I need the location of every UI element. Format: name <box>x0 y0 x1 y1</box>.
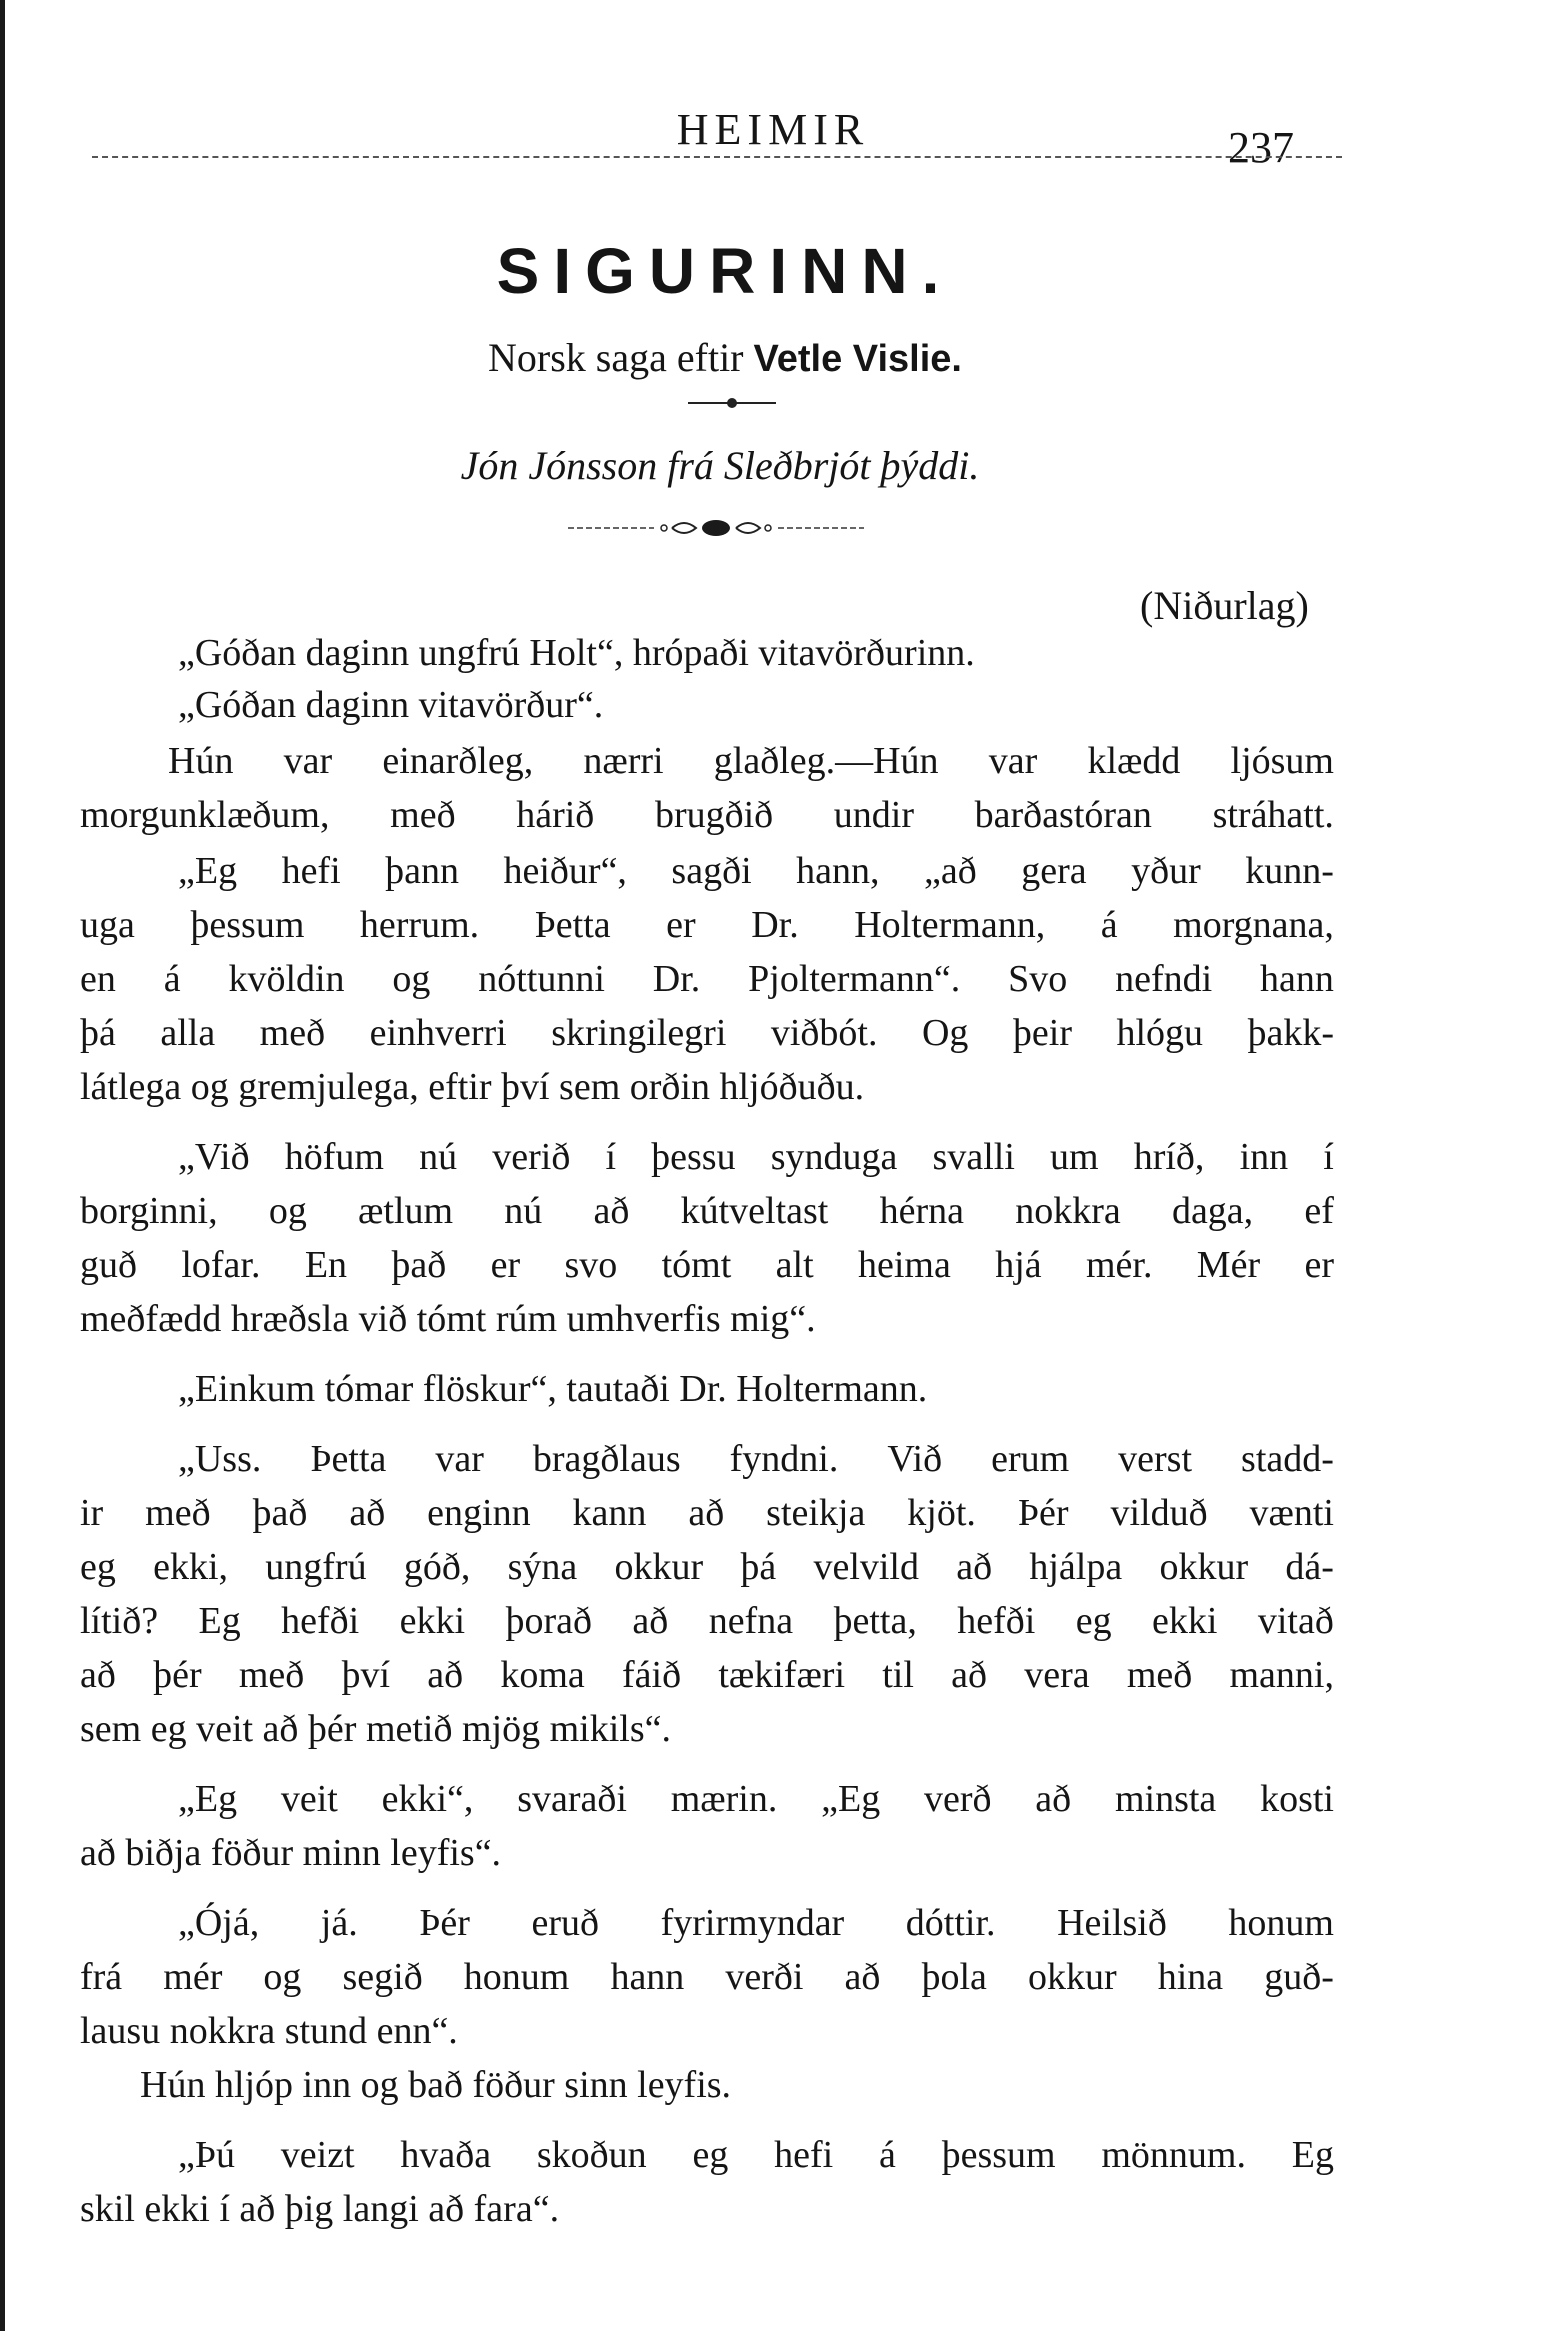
word: herrum. <box>359 904 480 946</box>
word: vitað <box>1257 1600 1334 1642</box>
word: Þér <box>1017 1492 1069 1534</box>
word: þessum <box>190 904 305 946</box>
text-line: að biðja föður minn leyfis“. <box>80 1832 502 1874</box>
word: inn <box>1239 1136 1289 1178</box>
word: Heilsið <box>1057 1902 1167 1944</box>
word: fáið <box>622 1654 682 1696</box>
text-line <box>80 960 1334 998</box>
word: nokkra <box>1015 1190 1121 1232</box>
word: á <box>1100 904 1118 946</box>
word: vilduð <box>1110 1492 1208 1534</box>
word: Dr. <box>751 904 799 946</box>
word: eg <box>692 2134 729 2176</box>
text-line <box>168 742 1334 780</box>
word: og <box>268 1190 307 1232</box>
word: „Eg <box>178 1778 238 1820</box>
word: Og <box>921 1012 969 1054</box>
word: á <box>163 958 181 1000</box>
text-line: „Góðan daginn ungfrú Holt“, hrópaði vitavörðurinn. <box>178 632 975 674</box>
word: hina <box>1157 1956 1224 1998</box>
word: að <box>956 1546 993 1588</box>
word: þá <box>740 1546 777 1588</box>
word: verði <box>725 1956 804 1998</box>
word: svaraði <box>517 1778 627 1820</box>
word: Mér <box>1196 1244 1261 1286</box>
word: steikja <box>766 1492 866 1534</box>
word: hríð, <box>1133 1136 1205 1178</box>
word: veit <box>280 1778 338 1820</box>
word: daga, <box>1171 1190 1254 1232</box>
word: Hún <box>168 740 234 782</box>
word: vænti <box>1249 1492 1334 1534</box>
word: „Eg <box>821 1778 881 1820</box>
word: stráhatt. <box>1212 794 1334 836</box>
word: að <box>844 1956 881 1998</box>
word: og <box>263 1956 302 1998</box>
word: eg <box>1075 1600 1112 1642</box>
word: ekki, <box>153 1546 229 1588</box>
word: ljósum <box>1230 740 1334 782</box>
word: Eg <box>198 1600 241 1642</box>
word: hjálpa <box>1029 1546 1123 1588</box>
word: uga <box>80 904 135 946</box>
word: að <box>688 1492 725 1534</box>
word: Eg <box>1291 2134 1334 2176</box>
word: dá- <box>1285 1546 1334 1588</box>
word: honum <box>463 1956 570 1998</box>
word: enginn <box>427 1492 531 1534</box>
word: fyrirmyndar <box>660 1902 845 1944</box>
text-line <box>178 1138 1334 1176</box>
word: Svo <box>1008 958 1068 1000</box>
word: Þetta <box>310 1438 387 1480</box>
word: ir <box>80 1492 104 1534</box>
word: guð <box>80 1244 137 1286</box>
word: nú <box>504 1190 543 1232</box>
word: með <box>238 1654 305 1696</box>
word: „Uss. <box>178 1438 262 1480</box>
text-line: sem eg veit að þér metið mjög mikils“. <box>80 1708 671 1750</box>
word: stadd- <box>1241 1438 1334 1480</box>
word: kosti <box>1260 1778 1334 1820</box>
word: hvaða <box>400 2134 492 2176</box>
word: „að <box>923 850 977 892</box>
word: frá <box>80 1956 123 1998</box>
word: með <box>145 1492 211 1534</box>
word: tækifæri <box>718 1654 846 1696</box>
word: hlógu <box>1116 1012 1203 1054</box>
word: fyndni. <box>729 1438 839 1480</box>
word: þetta, <box>833 1600 917 1642</box>
word: ef <box>1304 1190 1334 1232</box>
word: er <box>666 904 696 946</box>
word: ekki“, <box>381 1778 474 1820</box>
continuation-note: (Niðurlag) <box>1140 583 1309 628</box>
text-line <box>80 1656 1334 1694</box>
word: alla <box>160 1012 216 1054</box>
word: verð <box>923 1778 992 1820</box>
text-line: lausu nokkra stund enn“. <box>80 2010 458 2052</box>
word: til <box>882 1654 914 1696</box>
word: koma <box>500 1654 585 1696</box>
text-line <box>80 1494 1334 1532</box>
word: ekki <box>399 1600 466 1642</box>
word: en <box>80 958 116 1000</box>
word: viðbót. <box>770 1012 878 1054</box>
text-line <box>80 1192 1334 1230</box>
word: Þetta <box>534 904 611 946</box>
word: í <box>1323 1136 1334 1178</box>
word: með <box>1126 1654 1193 1696</box>
word: „Ójá, <box>178 1902 260 1944</box>
word: hann <box>1260 958 1334 1000</box>
word: nærri <box>583 740 664 782</box>
word: var <box>435 1438 484 1480</box>
word: þann <box>385 850 459 892</box>
word: hann, <box>796 850 880 892</box>
word: sýna <box>507 1546 578 1588</box>
text-line: skil ekki í að þig langi að fara“. <box>80 2188 560 2230</box>
ornament-flourish <box>566 516 866 540</box>
word: hefði <box>957 1600 1036 1642</box>
word: svalli <box>932 1136 1015 1178</box>
word: er <box>490 1244 521 1286</box>
word: „Við <box>178 1136 250 1178</box>
story-title: SIGURINN. <box>496 235 954 307</box>
word: nú <box>419 1136 458 1178</box>
subtitle-lead: Norsk saga eftir <box>488 335 744 380</box>
word: hérna <box>879 1190 964 1232</box>
word: En <box>304 1244 348 1286</box>
word: tómt <box>661 1244 732 1286</box>
word: með <box>390 794 456 836</box>
word: einhverri <box>369 1012 507 1054</box>
word: lofar. <box>181 1244 261 1286</box>
word: góð, <box>403 1546 471 1588</box>
word: gera <box>1021 850 1087 892</box>
word: var <box>283 740 333 782</box>
word: ætlum <box>358 1190 454 1232</box>
word: lítið? <box>80 1600 159 1642</box>
word: kjöt. <box>907 1492 976 1534</box>
word: segið <box>342 1956 423 1998</box>
text-line: „Góðan daginn vitavörður“. <box>178 684 604 726</box>
author-name: Vetle Vislie. <box>753 338 962 380</box>
word: hefi <box>281 850 341 892</box>
word: undir <box>833 794 915 836</box>
word: hefi <box>774 2134 834 2176</box>
word: bragðlaus <box>532 1438 681 1480</box>
text-line <box>80 1602 1334 1640</box>
word: þessum <box>941 2134 1056 2176</box>
word: þeir <box>1012 1012 1072 1054</box>
word: „Þú <box>178 2134 235 2176</box>
word: að <box>593 1190 630 1232</box>
word: synduga <box>770 1136 898 1178</box>
word: nefna <box>708 1600 794 1642</box>
word: mönnum. <box>1101 2134 1246 2176</box>
word: heiður“, <box>503 850 627 892</box>
text-line: meðfædd hræðsla við tómt rúm umhverfis mig“. <box>80 1298 816 1340</box>
text-line <box>178 852 1334 890</box>
word: þér <box>153 1654 202 1696</box>
word: okkur <box>1159 1546 1249 1588</box>
page-number: 237 <box>1228 123 1294 172</box>
word: glaðleg.—Hún <box>713 740 939 782</box>
text-line <box>178 1904 1334 1942</box>
word: kann <box>572 1492 647 1534</box>
word: þá <box>80 1012 116 1054</box>
word: þorað <box>505 1600 592 1642</box>
word: dóttir. <box>905 1902 996 1944</box>
word: manni, <box>1229 1654 1334 1696</box>
word: já. <box>320 1902 358 1944</box>
text-line <box>80 1958 1334 1996</box>
word: hárið <box>516 794 595 836</box>
word: þakk- <box>1247 1012 1334 1054</box>
word: yður <box>1131 850 1201 892</box>
word: Dr. <box>652 958 701 1000</box>
word: brugðið <box>654 794 774 836</box>
word: okkur <box>1028 1956 1117 1998</box>
header-rule <box>92 156 1342 158</box>
word: Við <box>887 1438 943 1480</box>
translator-credit: Jón Jónsson frá Sleðbrjót þýddi. <box>460 443 980 488</box>
word: barðastóran <box>974 794 1152 836</box>
word: með <box>259 1012 326 1054</box>
word: að <box>632 1600 669 1642</box>
word: eruð <box>531 1902 600 1944</box>
word: sagði <box>671 850 752 892</box>
word: hann <box>610 1956 685 1998</box>
word: okkur <box>614 1546 704 1588</box>
word: eg <box>80 1546 116 1588</box>
text-line <box>178 1780 1334 1818</box>
word: borginni, <box>80 1190 218 1232</box>
word: morgunklæðum, <box>80 794 330 836</box>
word: að <box>80 1654 116 1696</box>
word: í <box>605 1136 617 1178</box>
text-line <box>80 1548 1334 1586</box>
word: svo <box>564 1244 618 1286</box>
text-line <box>178 1440 1334 1478</box>
word: hefði <box>281 1600 360 1642</box>
word: kvöldin <box>228 958 345 1000</box>
word: erum <box>991 1438 1070 1480</box>
word: kútveltast <box>680 1190 829 1232</box>
word: guð- <box>1264 1956 1334 1998</box>
text-line: „Einkum tómar flöskur“, tautaði Dr. Holtermann. <box>178 1368 928 1410</box>
word: Pjoltermann“. <box>748 958 961 1000</box>
word: kunn- <box>1245 850 1334 892</box>
word: um <box>1050 1136 1099 1178</box>
word: að <box>951 1654 988 1696</box>
word: að <box>349 1492 386 1534</box>
word: ekki <box>1152 1600 1218 1642</box>
word: nefndi <box>1115 958 1213 1000</box>
word: höfum <box>284 1136 384 1178</box>
text-line <box>80 1014 1334 1052</box>
word: er <box>1304 1244 1334 1286</box>
word: „Eg <box>178 850 238 892</box>
word: það <box>252 1492 308 1534</box>
story-subtitle <box>0 334 1450 381</box>
word: honum <box>1228 1902 1334 1944</box>
word: morgnana, <box>1173 904 1334 946</box>
text-line <box>80 906 1334 944</box>
word: mærin. <box>670 1778 778 1820</box>
word: mér. <box>1085 1244 1153 1286</box>
word: þola <box>921 1956 987 1998</box>
word: skringilegri <box>551 1012 727 1054</box>
running-head: HEIMIR <box>676 105 870 154</box>
text-line: látlega og gremjulega, eftir því sem orðin hljóðuðu. <box>80 1066 865 1108</box>
text-line <box>80 796 1334 834</box>
word: að <box>1035 1778 1072 1820</box>
word: ungfrú <box>265 1546 367 1588</box>
word: og <box>392 958 431 1000</box>
text-line: Hún hljóp inn og bað föður sinn leyfis. <box>140 2064 732 2106</box>
word: alt <box>775 1244 814 1286</box>
text-line <box>178 2136 1334 2174</box>
word: klædd <box>1087 740 1181 782</box>
word: verst <box>1118 1438 1193 1480</box>
word: velvild <box>813 1546 919 1588</box>
word: minsta <box>1114 1778 1217 1820</box>
word: nóttunni <box>478 958 605 1000</box>
text-line <box>80 1246 1334 1284</box>
word: vera <box>1024 1654 1090 1696</box>
word: veizt <box>280 2134 355 2176</box>
word: þessu <box>651 1136 736 1178</box>
word: Þér <box>419 1902 470 1944</box>
word: verið <box>492 1136 571 1178</box>
word: hjá <box>995 1244 1042 1286</box>
word: því <box>341 1654 391 1696</box>
word: Holtermann, <box>854 904 1046 946</box>
word: var <box>988 740 1038 782</box>
word: einarðleg, <box>382 740 534 782</box>
word: heima <box>857 1244 951 1286</box>
word: á <box>878 2134 896 2176</box>
word: að <box>427 1654 464 1696</box>
word: skoðun <box>536 2134 647 2176</box>
ornament-dot-rule <box>686 394 778 412</box>
word: mér <box>163 1956 223 1998</box>
word: það <box>391 1244 447 1286</box>
